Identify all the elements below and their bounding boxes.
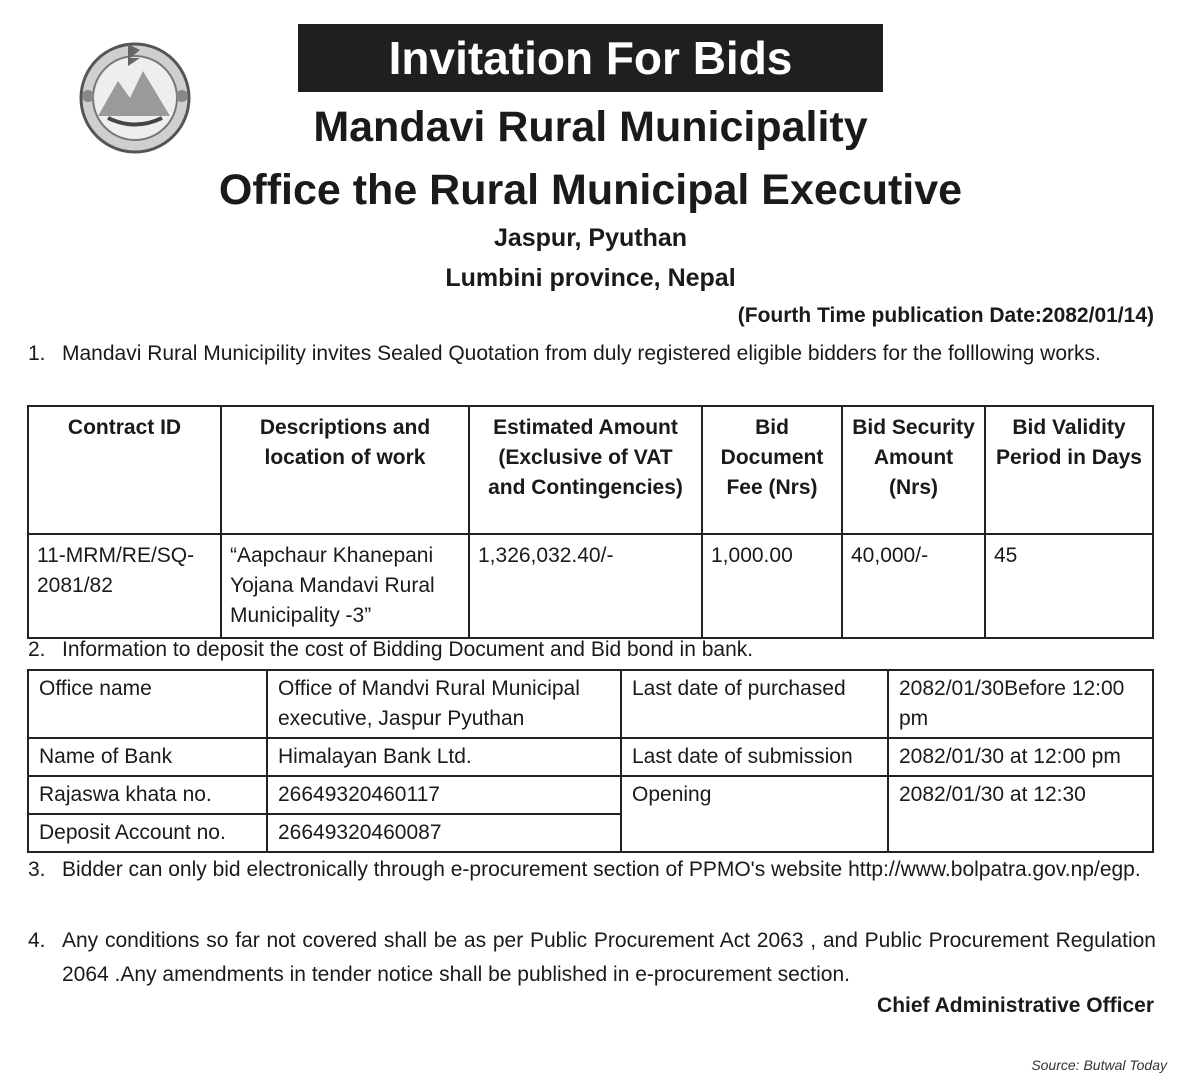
security-amount-cell: 40,000/- (842, 534, 985, 638)
point-text: Mandavi Rural Municipility invites Sealed Quotation from duly registered eligible bidders for the folllowing works. (62, 342, 1101, 365)
contract-id-cell: 11-MRM/RE/SQ-2081/82 (28, 534, 221, 638)
opening-value: 2082/01/30 at 12:30 (888, 776, 1153, 852)
submission-value: 2082/01/30 at 12:00 pm (888, 738, 1153, 776)
validity-days-cell: 45 (985, 534, 1153, 638)
municipality-name: Mandavi Rural Municipality (313, 103, 868, 151)
column-header: Contract ID (28, 406, 221, 534)
table-row (28, 776, 1153, 814)
point-number: 3. (28, 858, 46, 881)
rajaswa-value: 26649320460117 (267, 776, 621, 814)
rajaswa-label: Rajaswa khata no. (28, 776, 267, 814)
point-2 (28, 633, 1156, 667)
column-header: Bid Security Amount (Nrs) (842, 406, 985, 534)
purchase-label: Last date of purchased (621, 670, 888, 738)
office-value: Office of Mandvi Rural Municipal executive, Jaspur Pyuthan (267, 670, 621, 738)
column-header: Estimated Amount (Exclusive of VAT and Contingencies) (469, 406, 702, 534)
column-header: Bid Document Fee (Nrs) (702, 406, 842, 534)
signature: Chief Administrative Officer (877, 994, 1154, 1017)
table-header-row (28, 406, 1153, 534)
office-label: Office name (28, 670, 267, 738)
bank-label: Name of Bank (28, 738, 267, 776)
bank-value: Himalayan Bank Ltd. (267, 738, 621, 776)
office-name: Office the Rural Municipal Executive (218, 166, 963, 214)
source-credit: Source: Butwal Today (1031, 1057, 1167, 1073)
table-row (28, 534, 1153, 638)
description-cell: “Aapchaur Khanepani Yojana Mandavi Rural Municipality -3” (221, 534, 469, 638)
point-text: Bidder can only bid electronically through e-procurement section of PPMO's website http://www.bolpatra.gov.np/egp. (62, 858, 1141, 881)
point-3 (28, 853, 1156, 887)
point-1 (28, 337, 1156, 371)
publication-date: (Fourth Time publication Date:2082/01/14) (737, 304, 1154, 327)
point-4 (28, 924, 1156, 992)
purchase-value: 2082/01/30Before 12:00 pm (888, 670, 1153, 738)
submission-label: Last date of submission (621, 738, 888, 776)
document-fee-cell: 1,000.00 (702, 534, 842, 638)
point-text: Information to deposit the cost of Bidding Document and Bid bond in bank. (62, 638, 754, 661)
banner-title: Invitation For Bids (298, 24, 883, 92)
point-number: 2. (28, 638, 46, 661)
bank-info-table (27, 669, 1154, 853)
table-row (28, 670, 1153, 738)
deposit-value: 26649320460087 (267, 814, 621, 852)
opening-label: Opening (621, 776, 888, 852)
column-header: Descriptions and location of work (221, 406, 469, 534)
province-name: Lumbini province, Nepal (445, 264, 736, 292)
point-text: Any conditions so far not covered shall be as per Public Procurement Act 2063 , and Public Procurement Regulation 2064 .Any amendments in tender notice shall be published in e-procurement section. (62, 929, 1156, 986)
city-name: Jaspur, Pyuthan (493, 224, 688, 252)
estimated-amount-cell: 1,326,032.40/- (469, 534, 702, 638)
point-number: 1. (28, 342, 46, 365)
deposit-label: Deposit Account no. (28, 814, 267, 852)
contract-table (27, 405, 1154, 639)
column-header: Bid Validity Period in Days (985, 406, 1153, 534)
table-row (28, 738, 1153, 776)
point-number: 4. (28, 929, 46, 952)
